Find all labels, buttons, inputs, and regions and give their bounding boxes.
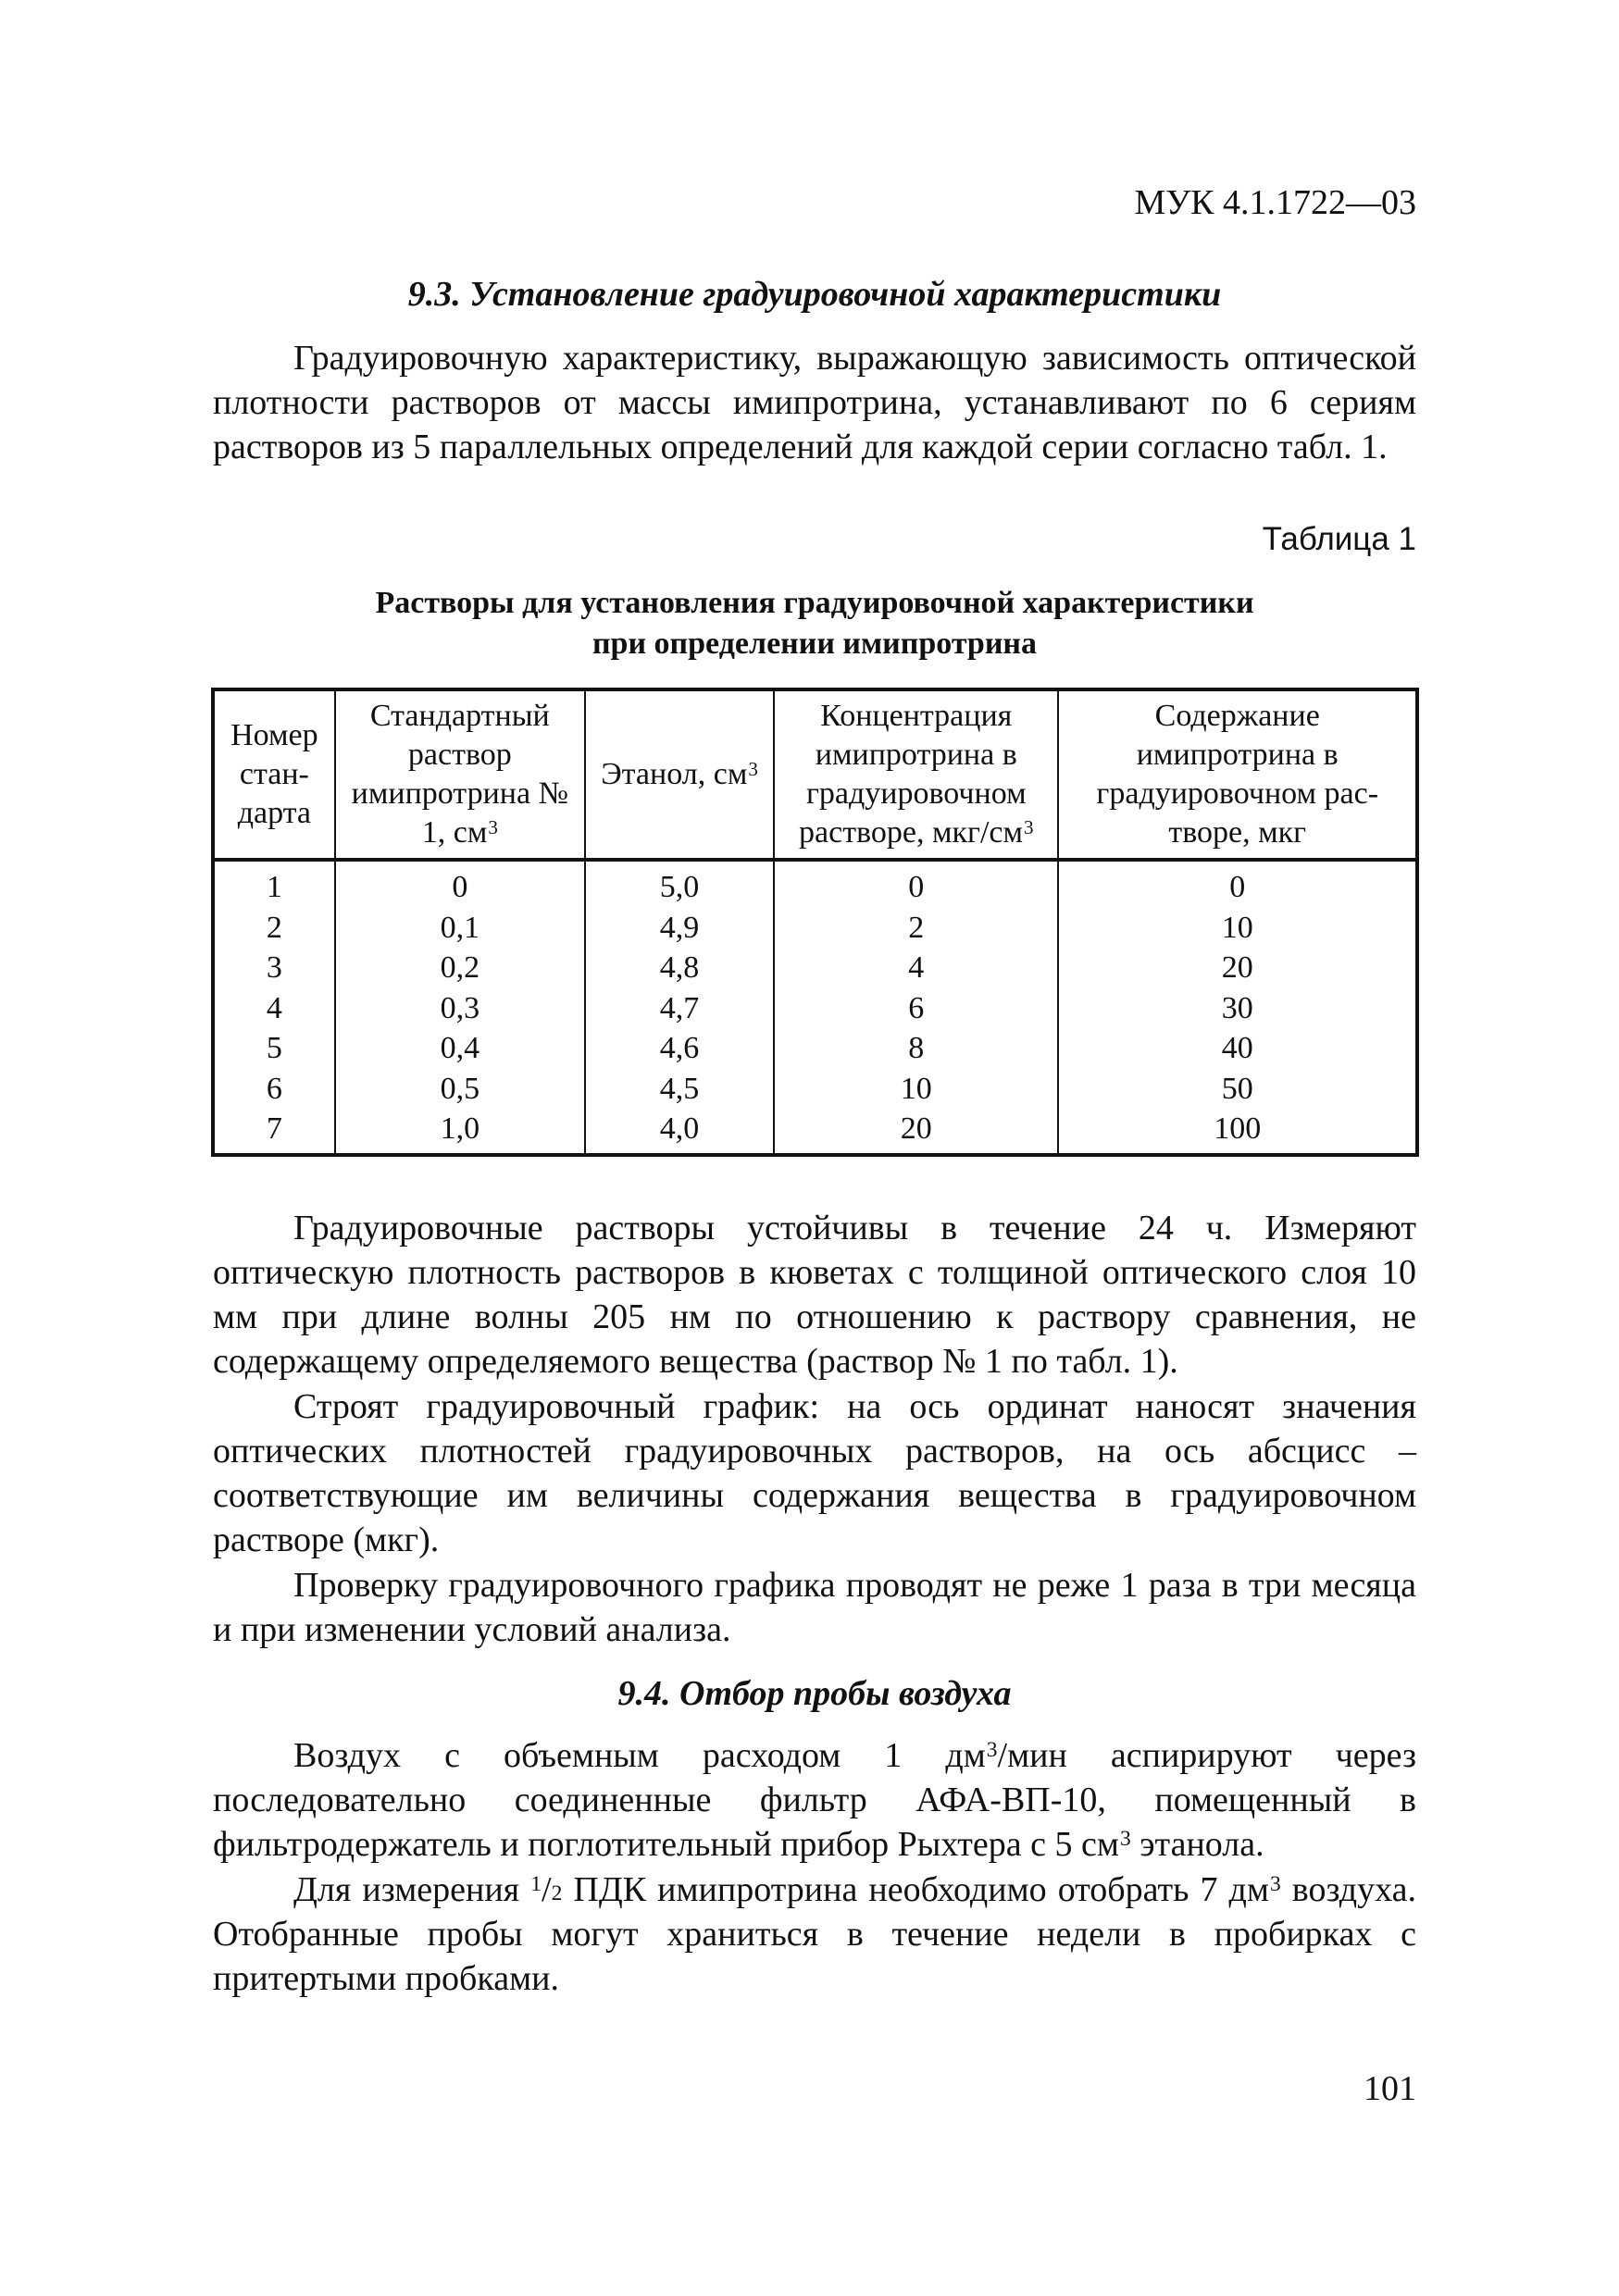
table-row [213,1069,1417,1110]
cell-standard-number: 5 [213,1028,335,1069]
cell-ethanol: 5,0 [585,860,774,908]
page-number: 101 [1364,2069,1416,2108]
cell-standard-solution: 0,4 [335,1028,585,1069]
fraction-one-half: $^1/_2$ [530,1870,563,1909]
section-heading-9-3: 9.3. Установление градуировочной характеристики [407,275,1222,314]
cell-content: 50 [1058,1069,1417,1110]
table-label: Таблица 1 [1262,521,1416,557]
cell-content: 20 [1058,948,1417,988]
paragraph-2: Градуировочные растворы устойчивы в течение 24 ч. Измеряют оптическую плотность растворов в кюветах с толщиной оптического слоя 10 мм при длине волны 205 нм по отношению к раствору сравнения, не содержащему определяемого вещества (раствор № 1 по табл. 1). [213,1209,1416,1381]
cell-concentration: 4 [774,948,1058,988]
table-row [213,1109,1417,1155]
cell-standard-solution: 0,2 [335,948,585,988]
cell-ethanol: 4,0 [585,1109,774,1155]
cell-standard-solution: 0,3 [335,988,585,1029]
cell-standard-solution: 1,0 [335,1109,585,1155]
cell-standard-solution: 0 [335,860,585,908]
paragraph-6: Для измерения $^1/_2$ ПДК имипротрина необходимо отобрать 7 $дм^3$ воздуха. Отобранные пробы могут храниться в течение недели в пробирках с притертыми пробками. [213,1870,1416,1998]
cell-content: 0 [1058,860,1417,908]
cell-concentration: 20 [774,1109,1058,1155]
cell-content: 100 [1058,1109,1417,1155]
table-row [213,948,1417,988]
cell-concentration: 8 [774,1028,1058,1069]
paragraph-3: Строят градуировочный график: на ось ординат наносят значения оптических плотностей градуировочных растворов, на ось абсцисс – соответствующие им величины содержания вещества в градуировочном растворе (мкг). [213,1387,1416,1559]
header-content: Содержание имипротрина в градуировочном рас-творе, мкг [1058,689,1417,860]
cell-concentration: 0 [774,860,1058,908]
table-row [213,988,1417,1029]
cell-standard-solution: 0,5 [335,1069,585,1110]
table-row [213,1028,1417,1069]
cell-ethanol: 4,5 [585,1069,774,1110]
paragraph-4: Проверку градуировочного графика проводят не реже 1 раза в три месяца и при изменении условий анализа. [213,1566,1416,1649]
section-heading-9-4: 9.4. Отбор пробы воздуха [617,1674,1012,1713]
paragraph-1: Градуировочную характеристику, выражающую зависимость оптической плотности растворов от массы имипротрина, устанавливают по 6 сериям растворов из 5 параллельных определений для каждой серии согласно табл. 1. [213,339,1416,466]
document-code: МУК 4.1.1722—03 [1134,183,1416,222]
cell-ethanol: 4,7 [585,988,774,1029]
cell-standard-solution: 0,1 [335,908,585,949]
cell-standard-number: 6 [213,1069,335,1110]
header-ethanol: Этанол, $см^3$ [585,689,774,860]
table-caption-line-2: при определении имипротрина [592,627,1038,661]
cell-standard-number: 4 [213,988,335,1029]
cell-ethanol: 4,6 [585,1028,774,1069]
cell-content: 40 [1058,1028,1417,1069]
cell-concentration: 10 [774,1069,1058,1110]
paragraph-5: Воздух с объемным расходом 1 $дм^3$/мин аспирируют через последовательно соединенные фильтр АФА-ВП-10, помещенный в фильтродержатель и поглотительный прибор Рыхтера с 5 $см^3$ этанола. [213,1736,1416,1864]
header-standard-solution: Стандартный раствор имипротрина № 1, $см^3$ [335,689,585,860]
calibration-table [211,688,1419,1157]
cell-standard-number: 2 [213,908,335,949]
cell-content: 10 [1058,908,1417,949]
cell-ethanol: 4,8 [585,948,774,988]
table-caption-line-1: Растворы для установления градуировочной характеристики [375,586,1254,620]
table-header-row [213,689,1417,860]
table-row [213,860,1417,908]
cell-standard-number: 7 [213,1109,335,1155]
table-caption [213,583,1416,664]
cell-ethanol: 4,9 [585,908,774,949]
cell-standard-number: 3 [213,948,335,988]
cell-standard-number: 1 [213,860,335,908]
table-row [213,908,1417,949]
cell-content: 30 [1058,988,1417,1029]
header-standard-number: Номер стан-дарта [213,689,335,860]
header-concentration: Концентрация имипротрина в градуировочном растворе, мкг/$см^3$ [774,689,1058,860]
cell-concentration: 6 [774,988,1058,1029]
cell-concentration: 2 [774,908,1058,949]
